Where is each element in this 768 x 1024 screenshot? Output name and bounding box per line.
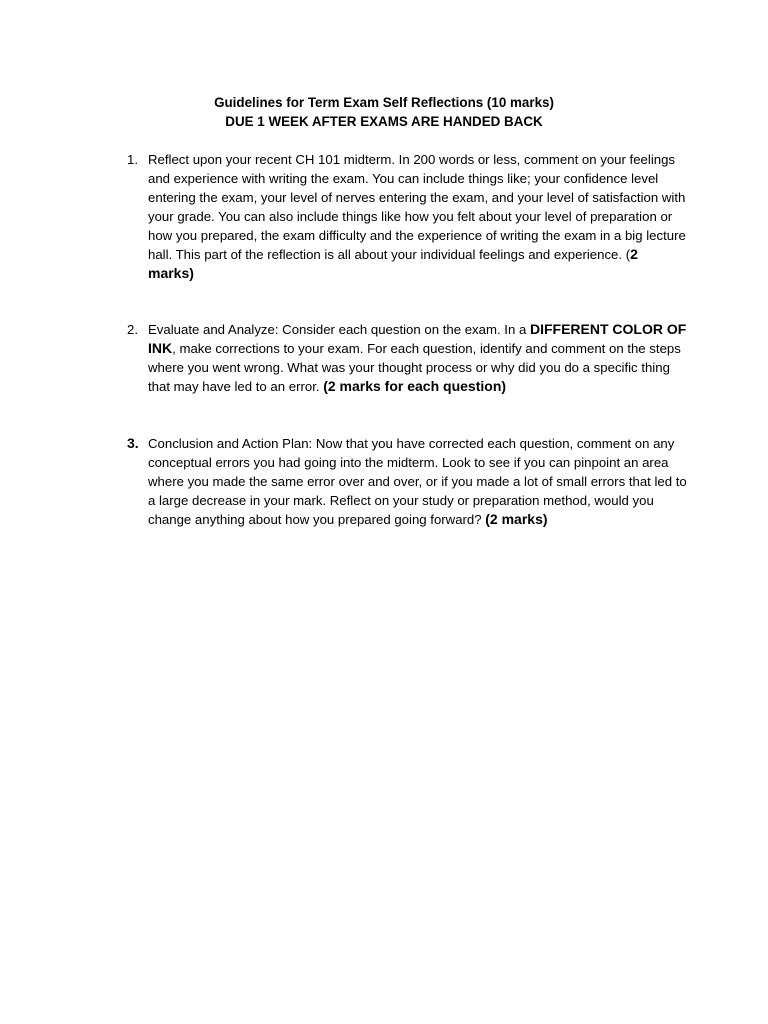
list-item-1 [127,150,687,283]
list-item-body [148,434,687,529]
list-item-body [148,150,687,283]
emphasis-text: DIFFERENT COLOR OF INK [148,321,687,356]
list-item-text: Reflect upon your recent CH 101 midterm. In 200 words or less, comment on your feelings and experience with writing the exam. You can include things like; your confidence level entering the exam, your level of nerves entering the exam, and your level of satisfaction with your grade. You can also include things like how you felt about your level of preparation or how you prepared, the exam difficulty and the experience of writing the exam in a big lecture hall. This part of the reflection is all about your individual feelings and experience. ( [148,152,686,262]
list-item-3 [127,434,687,529]
list-item-text: Evaluate and Analyze: Consider each question on the exam. In a [148,322,530,337]
marks-label: 2 marks) [148,246,638,281]
list-item-number: 3. [127,435,139,451]
list-item-text: Conclusion and Action Plan: Now that you have corrected each question, comment on any conceptual errors you had going into the midterm. Look to see if you can pinpoint an area where you made the same error over and over, or if you made a lot of small errors that led to a large decrease in your mark. Reflect on your study or preparation method, would you change anything about how you prepared going forward? [148,436,687,527]
list-item-text-continued: , make corrections to your exam. For each question, identify and comment on the steps where you went wrong. What was your thought process or why did you do a specific thing that may have led to an error. [148,341,681,394]
marks-label: (2 marks) [485,511,548,527]
list-item-2 [127,320,687,396]
marks-label: (2 marks for each question) [323,378,507,394]
document-due-date: DUE 1 WEEK AFTER EXAMS ARE HANDED BACK [225,114,543,129]
list-item-number: 2. [127,322,138,337]
list-item-body [148,320,687,396]
list-item-number: 1. [127,152,138,167]
document-title: Guidelines for Term Exam Self Reflections (10 marks) [214,95,554,110]
document-heading [0,93,768,131]
